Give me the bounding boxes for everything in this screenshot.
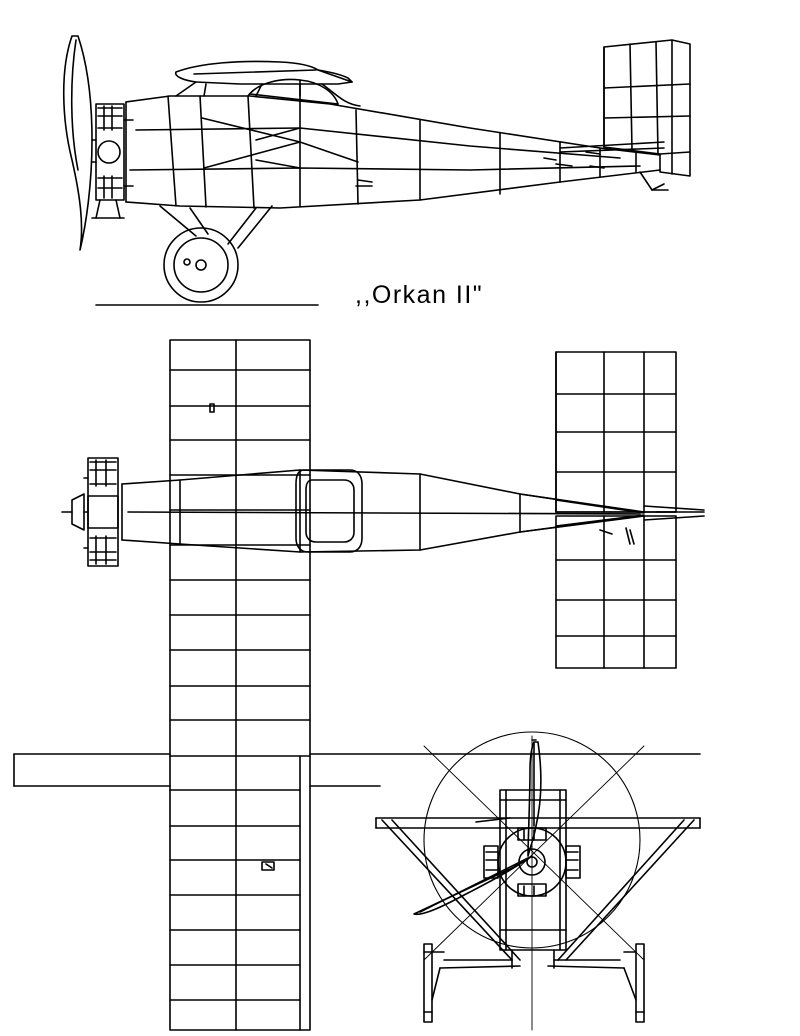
side-tail-skid	[640, 172, 668, 190]
top-engine	[62, 458, 118, 566]
top-fuselage	[122, 470, 640, 552]
side-landing-gear	[160, 206, 272, 302]
front-fuselage	[500, 790, 566, 968]
top-tailplane	[556, 352, 676, 668]
drawing-title: ,,Orkan II"	[355, 281, 484, 309]
side-tail-fin-rudder	[604, 40, 690, 176]
front-landing-gear	[424, 944, 644, 1022]
side-view	[64, 36, 690, 305]
side-engine-cowling	[92, 104, 133, 218]
top-wing	[170, 340, 310, 1030]
top-wing-aileron	[14, 754, 700, 786]
side-propeller	[64, 36, 92, 250]
front-propeller-blades	[414, 740, 541, 914]
front-view	[376, 732, 700, 1030]
side-wing	[176, 61, 352, 84]
top-cockpit-opening	[296, 470, 362, 552]
top-view	[14, 340, 704, 1030]
